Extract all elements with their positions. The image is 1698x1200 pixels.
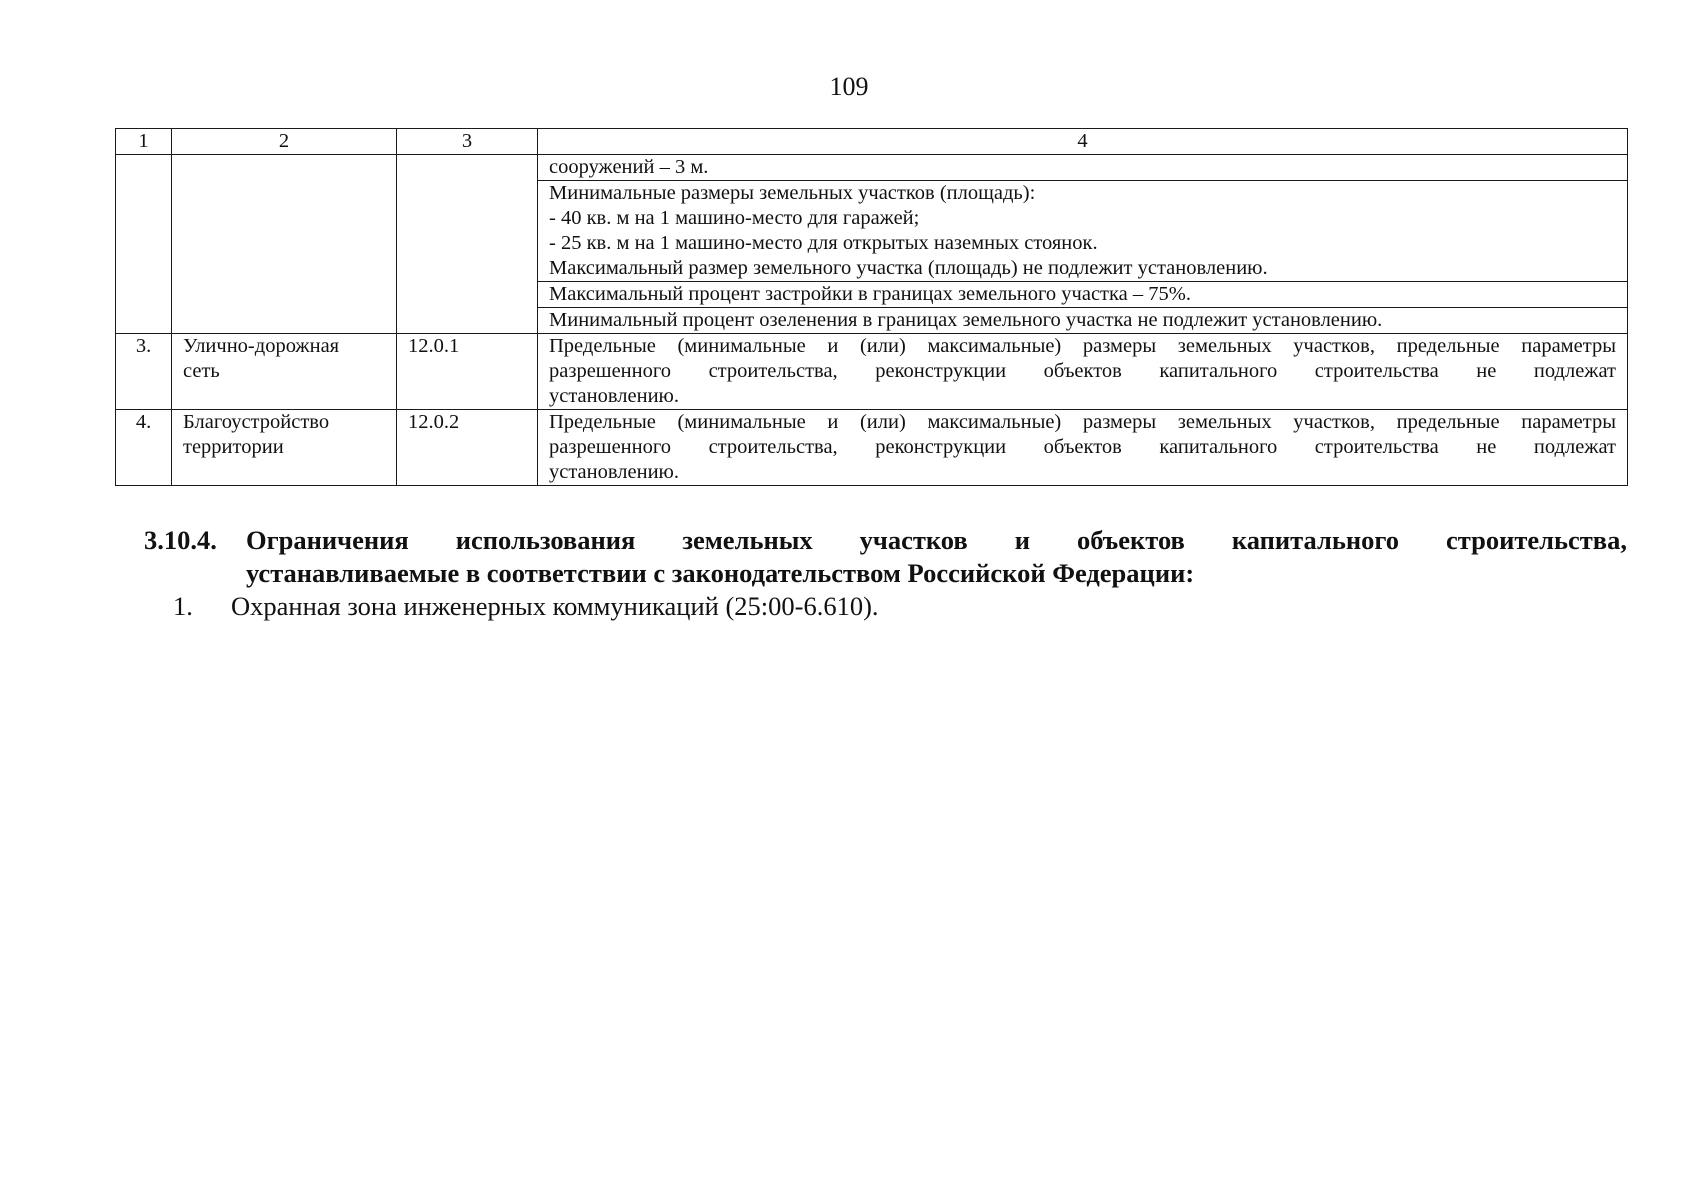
row-number: 3. — [116, 334, 172, 410]
text-line: Минимальный процент озеленения в границах земельного участка не подлежит установлению. — [549, 309, 1383, 331]
list-item-text: Охранная зона инженерных коммуникаций (25:00-6.610). — [231, 591, 879, 621]
text-line: Предельные (минимальные и (или) максимальные) размеры земельных участков, предельные параметры — [549, 411, 1616, 433]
continuation-text-cell — [538, 155, 1628, 181]
row-code: 12.0.2 — [397, 410, 538, 486]
parameters-table — [115, 128, 1628, 486]
text-line: Минимальные размеры земельных участков (площадь): — [549, 182, 1036, 204]
min-area-cell — [538, 181, 1628, 282]
row-number: 4. — [116, 410, 172, 486]
text-line: разрешенного строительства, реконструкции объектов капитального строительства не подлежат — [549, 360, 1616, 382]
section-title-line-1: Ограничения использования земельных участков и объектов капитального строительства, — [246, 525, 1627, 555]
header-col-2: 2 — [172, 129, 397, 155]
header-col-4: 4 — [538, 129, 1628, 155]
text-line: сеть — [183, 360, 220, 382]
text-line: территории — [183, 436, 284, 458]
list-item-number: 1. — [173, 591, 193, 621]
continuation-num-cell — [116, 155, 172, 334]
table-row — [116, 334, 1628, 410]
row-text — [538, 410, 1628, 486]
page-number: 109 — [829, 72, 869, 101]
text-line: Максимальный процент застройки в границах земельного участка – 75%. — [549, 283, 1191, 305]
max-building-percent-cell — [538, 282, 1628, 308]
text-line: Улично-дорожная — [183, 335, 340, 357]
header-col-3: 3 — [397, 129, 538, 155]
text-line: Благоустройство — [183, 411, 330, 433]
row-name — [172, 334, 397, 410]
text-line: установлению. — [549, 461, 679, 483]
min-greening-percent-cell — [538, 308, 1628, 334]
text-line: сооружений – 3 м. — [549, 156, 709, 178]
continuation-code-cell — [397, 155, 538, 334]
section-number: 3.10.4. — [144, 525, 217, 555]
table-header-row — [116, 129, 1628, 155]
text-line: - 40 кв. м на 1 машино-место для гаражей; — [549, 207, 920, 229]
section-heading — [144, 524, 1627, 590]
header-col-1: 1 — [116, 129, 172, 155]
row-code: 12.0.1 — [397, 334, 538, 410]
text-line: установлению. — [549, 385, 679, 407]
table-row — [116, 410, 1628, 486]
continuation-name-cell — [172, 155, 397, 334]
table-row-continuation — [116, 155, 1628, 181]
text-line: Предельные (минимальные и (или) максимальные) размеры земельных участков, предельные параметры — [549, 335, 1616, 357]
text-line: Максимальный размер земельного участка (площадь) не подлежит установлению. — [549, 257, 1268, 279]
text-line: - 25 кв. м на 1 машино-место для открытых наземных стоянок. — [549, 232, 1098, 254]
list-item — [173, 590, 1473, 623]
text-line: разрешенного строительства, реконструкции объектов капитального строительства не подлежат — [549, 436, 1616, 458]
section-title-line-2: устанавливаемые в соответствии с законодательством Российской Федерации: — [246, 558, 1195, 588]
row-text — [538, 334, 1628, 410]
row-name — [172, 410, 397, 486]
